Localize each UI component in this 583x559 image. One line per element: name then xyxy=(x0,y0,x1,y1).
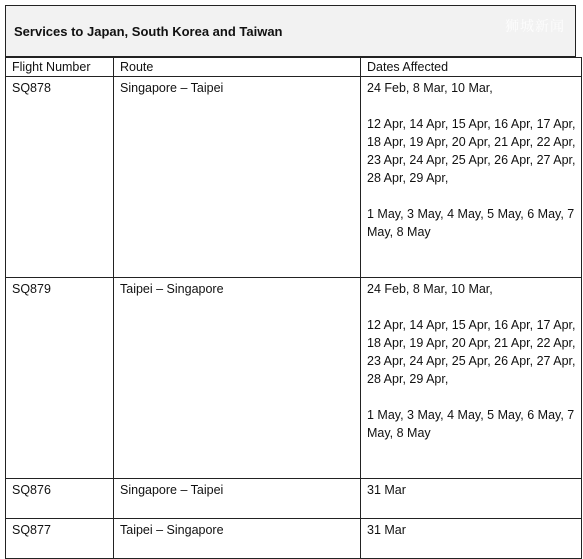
section-title-box xyxy=(5,5,576,57)
column-header-dates-affected: Dates Affected xyxy=(361,58,582,77)
dates-group: 31 Mar xyxy=(367,483,406,497)
dates-cell xyxy=(361,278,582,479)
flight-number: SQ876 xyxy=(12,483,51,497)
flight-number-cell xyxy=(6,519,114,559)
dates-group: 31 Mar xyxy=(367,523,406,537)
dates-cell xyxy=(361,519,582,559)
column-header-flight-number: Flight Number xyxy=(6,58,114,77)
dates-group: 1 May, 3 May, 4 May, 5 May, 6 May, 7 May, 8 May xyxy=(367,408,575,440)
dates-group: 24 Feb, 8 Mar, 10 Mar, xyxy=(367,282,493,296)
table-row xyxy=(6,519,582,559)
dates-group: 1 May, 3 May, 4 May, 5 May, 6 May, 7 May, 8 May xyxy=(367,207,575,239)
flight-number: SQ878 xyxy=(12,81,51,95)
flight-number: SQ877 xyxy=(12,523,51,537)
dates-group: 12 Apr, 14 Apr, 15 Apr, 16 Apr, 17 Apr, 18 Apr, 19 Apr, 20 Apr, 21 Apr, 22 Apr, 23 Apr, 24 Apr, 25 Apr, 26 Apr, 27 Apr, 28 Apr, 29 Apr, xyxy=(367,117,576,185)
table-row xyxy=(6,278,582,479)
route: Singapore – Taipei xyxy=(120,81,224,95)
flight-number-cell xyxy=(6,479,114,519)
dates-cell xyxy=(361,479,582,519)
section-title: Services to Japan, South Korea and Taiwan xyxy=(14,24,283,39)
table-header-row xyxy=(6,58,582,77)
route-cell xyxy=(114,479,361,519)
dates-cell xyxy=(361,77,582,278)
watermark-text: 狮城新闻 xyxy=(505,19,565,35)
route: Taipei – Singapore xyxy=(120,523,224,537)
flight-number: SQ879 xyxy=(12,282,51,296)
table-row xyxy=(6,479,582,519)
flights-table xyxy=(5,57,582,559)
route-cell xyxy=(114,519,361,559)
route-cell xyxy=(114,77,361,278)
flight-number-cell xyxy=(6,278,114,479)
table-row xyxy=(6,77,582,278)
column-header-route: Route xyxy=(114,58,361,77)
route: Taipei – Singapore xyxy=(120,282,224,296)
route: Singapore – Taipei xyxy=(120,483,224,497)
dates-group: 12 Apr, 14 Apr, 15 Apr, 16 Apr, 17 Apr, 18 Apr, 19 Apr, 20 Apr, 21 Apr, 22 Apr, 23 Apr, 24 Apr, 25 Apr, 26 Apr, 27 Apr, 28 Apr, 29 Apr, xyxy=(367,318,576,386)
route-cell xyxy=(114,278,361,479)
dates-group: 24 Feb, 8 Mar, 10 Mar, xyxy=(367,81,493,95)
flight-number-cell xyxy=(6,77,114,278)
